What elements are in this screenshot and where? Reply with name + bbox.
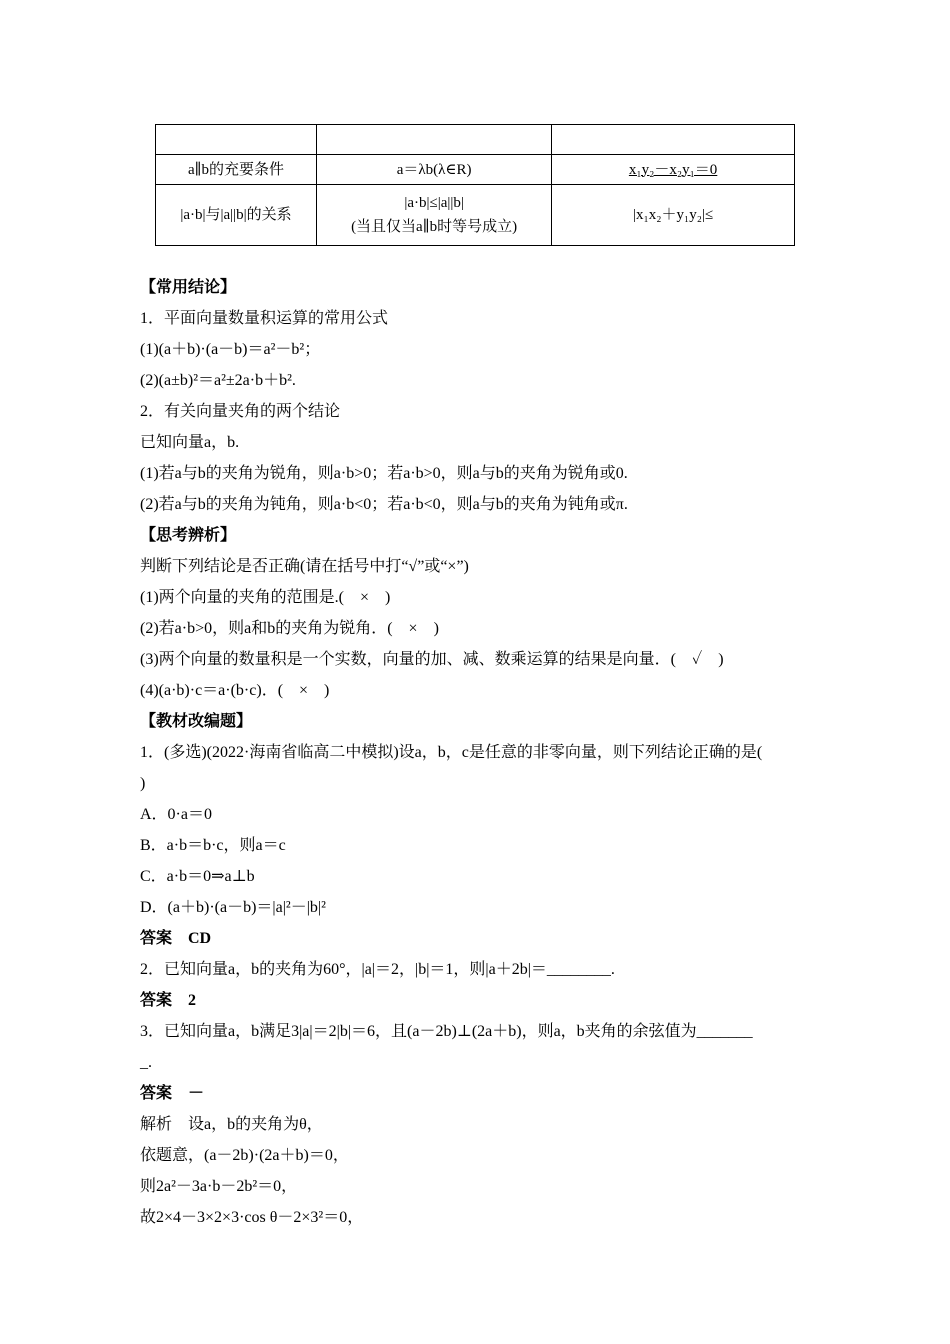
table-row	[156, 185, 795, 246]
document-body	[140, 272, 820, 1233]
table-cell	[156, 125, 317, 155]
table-cell: |a·b|与|a||b|的关系	[156, 185, 317, 246]
text-line: 2．已知向量a，b的夹角为60°，|a|＝2，|b|＝1，则|a＋2b|＝________.	[140, 961, 615, 978]
table-cell	[317, 125, 552, 155]
text-line: 已知向量a，b.	[140, 434, 240, 451]
section-heading: 【常用结论】	[140, 279, 237, 296]
table-header-row	[156, 125, 795, 155]
text-line: 判断下列结论是否正确(请在括号中打“√”或“×”)	[140, 558, 469, 575]
text-line: 3．已知向量a，b满足3|a|＝2|b|＝6，且(a－2b)⊥(2a＋b)，则a，b夹角的余弦值为_______	[140, 1023, 753, 1040]
table-cell: a∥b的充要条件	[156, 155, 317, 185]
option-line: B．a·b＝b·c，则a＝c	[140, 837, 286, 854]
text-line: (1)两个向量的夹角的范围是.( × )	[140, 589, 391, 606]
cell-line: (当且仅当a∥b时等号成立)	[351, 219, 518, 235]
text-line: 1．平面向量数量积运算的常用公式	[140, 310, 389, 327]
text-line: (2)(a±b)²＝a²±2a·b＋b².	[140, 372, 296, 389]
section-heading: 【思考辨析】	[140, 527, 237, 544]
text-line: (1)若a与b的夹角为锐角，则a·b>0；若a·b>0，则a与b的夹角为锐角或0.	[140, 465, 628, 482]
text-line: 2．有关向量夹角的两个结论	[140, 403, 341, 420]
table-row	[156, 155, 795, 185]
underlined-formula: x₁y₂－x₂y₁＝0	[628, 161, 718, 178]
option-line: D．(a＋b)·(a－b)＝|a|²－|b|²	[140, 899, 326, 916]
answer-line: 答案 －	[140, 1085, 205, 1102]
table-cell: a＝λb(λ∈R)	[317, 155, 552, 185]
table-cell	[317, 185, 552, 246]
text-line: _.	[140, 1054, 152, 1071]
text-line: (2)若a·b>0，则a和b的夹角为锐角．( × )	[140, 620, 439, 637]
table-cell: |x₁x₂＋y₁y₂|≤	[552, 185, 795, 246]
text-line: 依题意，(a－2b)·(2a＋b)＝0，	[140, 1147, 349, 1164]
table-cell	[552, 125, 795, 155]
answer-line: 答案 2	[140, 992, 197, 1009]
answer-line: 答案 CD	[140, 930, 212, 947]
solution-line: 解析 设a，b的夹角为θ，	[140, 1116, 323, 1133]
table-cell	[552, 155, 795, 185]
text-line: (1)(a＋b)·(a－b)＝a²－b²；	[140, 341, 321, 358]
vector-comparison-table	[155, 124, 795, 246]
text-line: (4)(a·b)·c＝a·(b·c)．( × )	[140, 682, 330, 699]
option-line: A．0·a＝0	[140, 806, 212, 823]
cell-line: |a·b|≤|a||b|	[404, 195, 464, 211]
text-line: (2)若a与b的夹角为钝角，则a·b<0；若a·b<0，则a与b的夹角为钝角或π.	[140, 496, 628, 513]
text-line: 1．(多选)(2022·海南省临高二中模拟)设a，b，c是任意的非零向量，则下列结论正确的是(	[140, 744, 763, 761]
text-line: 则2a²－3a·b－2b²＝0，	[140, 1178, 298, 1195]
section-heading: 【教材改编题】	[140, 713, 253, 730]
option-line: C．a·b＝0⇒a⊥b	[140, 868, 255, 885]
text-line: 故2×4－3×2×3·cos θ－2×3²＝0，	[140, 1209, 364, 1226]
text-line: )	[140, 775, 146, 792]
text-line: (3)两个向量的数量积是一个实数，向量的加、减、数乘运算的结果是向量．( ✓ )	[140, 651, 724, 668]
